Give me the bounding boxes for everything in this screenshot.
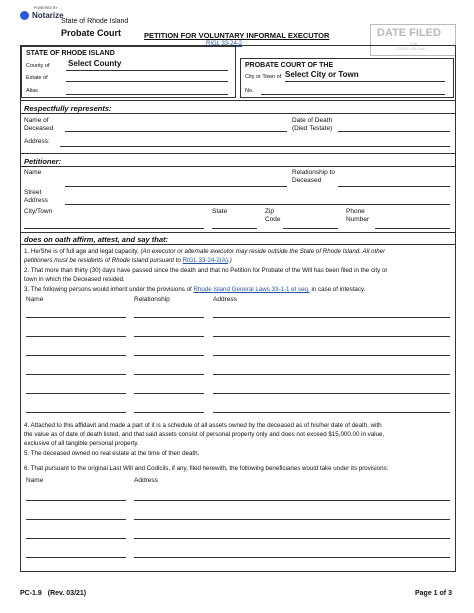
item-3-text-b: in case of intestacy. (309, 286, 366, 293)
city-town-field[interactable] (24, 218, 204, 228)
heirs-row-line (26, 317, 126, 318)
form-number: PC-1.9 (20, 590, 42, 597)
heirs-row-line (26, 355, 126, 356)
estate-label: Estate of (26, 75, 48, 81)
state-box-heading: STATE OF RHODE ISLAND (26, 50, 115, 57)
heirs-row[interactable] (26, 341, 450, 355)
beneficiaries-row-line (26, 519, 126, 520)
city-select[interactable] (285, 69, 445, 81)
heirs-row-line (134, 336, 204, 337)
beneficiaries-row-line (134, 557, 450, 558)
heirs-row-line (213, 336, 450, 337)
powered-by-label: POWERED BY (34, 6, 58, 10)
item-3-text-a: 3. The following persons would inherit under the provisions of (24, 286, 194, 293)
petitioner-name-line (65, 186, 287, 187)
beneficiaries-row[interactable] (26, 505, 450, 519)
heirs-row-line (26, 412, 126, 413)
petitioner-name-label: Name (24, 169, 42, 176)
heirs-row[interactable] (26, 303, 450, 317)
represents-top-rule (20, 100, 455, 101)
item-1-text-c: petitioners must be residents of Rhode Island pursuant to (24, 257, 183, 264)
heirs-row[interactable] (26, 360, 450, 374)
county-line (66, 70, 228, 71)
state-field[interactable] (212, 218, 257, 228)
beneficiaries-col-name: Name (26, 477, 44, 484)
deceased-address-field[interactable] (60, 136, 450, 146)
county-value: Select County (68, 59, 122, 68)
statute-link[interactable]: RIGL 33-24-2 (206, 41, 243, 47)
relationship-label-1: Relationship to (292, 169, 335, 176)
item-1-text-end: .) (228, 257, 232, 264)
petitioner-heading-rule (20, 166, 455, 167)
alias-field[interactable] (66, 85, 228, 94)
heirs-row[interactable] (26, 379, 450, 393)
beneficiaries-col-address: Address (134, 477, 158, 484)
heirs-row-line (134, 374, 204, 375)
street-label-1: Street (24, 189, 42, 196)
beneficiaries-row-line (26, 538, 126, 539)
notarize-icon (20, 11, 29, 20)
state-box (21, 46, 236, 98)
heirs-row-line (134, 317, 204, 318)
court-box (240, 58, 454, 98)
date-filed-label: DATE FILED (377, 27, 441, 39)
heirs-row-line (134, 355, 204, 356)
heirs-row-line (26, 336, 126, 337)
item-3-link[interactable]: Rhode Island General Laws 33-1-1 et seq. (193, 286, 310, 293)
item-1 (24, 247, 454, 265)
item-1-link[interactable]: RIGL 33-24-2(A) (182, 257, 229, 264)
city-line (285, 81, 445, 82)
zip-label-2: Code (265, 216, 281, 223)
item-4-text-b: the value as of date of death listed, and that said assets consist of personal property only and does not exceed $15,000.00 in value, (24, 431, 385, 438)
state-line (212, 228, 257, 229)
represents-heading-rule (20, 113, 455, 114)
date-of-death-label-1: Date of Death (292, 117, 333, 124)
oath-heading-rule (20, 244, 455, 245)
petitioner-heading: Petitioner: (24, 157, 62, 166)
city-label: City or Town of (245, 74, 282, 80)
case-no-label: No. (245, 88, 254, 94)
county-label: County of (26, 63, 50, 69)
state-label: State (212, 208, 228, 215)
zip-field[interactable] (283, 218, 338, 228)
relationship-label-2: Deceased (292, 177, 322, 184)
court-box-heading: PROBATE COURT OF THE (245, 62, 334, 69)
date-of-death-field[interactable] (338, 121, 450, 131)
oath-top-rule (20, 232, 455, 233)
petitioner-top-rule (20, 153, 455, 154)
item-1-text-b: (An executor or alternate executor may reside outside the State of Rhode Island. All other (138, 248, 386, 255)
heirs-col-name: Name (26, 296, 44, 303)
heirs-row-line (213, 317, 450, 318)
item-3 (24, 285, 454, 294)
court-use-label-1: FOR (410, 42, 418, 46)
heirs-row-line (213, 412, 450, 413)
heirs-row-line (213, 393, 450, 394)
deceased-name-line (65, 131, 287, 132)
court-heading: Probate Court (61, 28, 122, 38)
heirs-row-line (134, 412, 204, 413)
city-town-label: City/Town (24, 208, 53, 215)
phone-label-2: Number (346, 216, 370, 223)
date-of-death-line (338, 131, 450, 132)
item-4-text-a: 4. Attached to this affidavit and made a part of it is a schedule of all assets owned by the deceased as of his/her date of death, with (24, 422, 382, 429)
beneficiaries-row-line (26, 557, 126, 558)
beneficiaries-row-line (134, 500, 450, 501)
item-2 (24, 266, 454, 284)
state-heading: State of Rhode Island (61, 18, 129, 25)
street-line (65, 204, 450, 205)
item-2-text-b: town in which the Deceased resided. (24, 276, 125, 283)
relationship-field[interactable] (338, 176, 450, 186)
city-value: Select City or Town (285, 70, 359, 79)
case-no-line (261, 94, 445, 95)
court-use-label-2: COURT USE ONLY (396, 47, 427, 51)
petitioner-name-field[interactable] (65, 176, 287, 186)
deceased-name-field[interactable] (65, 121, 287, 131)
relationship-line (338, 186, 450, 187)
form-title: PETITION FOR VOLUNTARY INFORMAL EXECUTOR (144, 31, 330, 40)
beneficiaries-row-line (134, 538, 450, 539)
beneficiaries-row[interactable] (26, 543, 450, 557)
item-1-text-a: 1. He/She is of full age and legal capacity. (24, 248, 139, 255)
estate-line (66, 81, 228, 82)
deceased-name-label-2: Deceased (24, 125, 54, 132)
beneficiaries-row[interactable] (26, 524, 450, 538)
alias-line (66, 94, 228, 95)
footer-form-id (20, 590, 86, 597)
heirs-row-line (213, 374, 450, 375)
item-5: 5. The deceased owned no real estate at the time of their death. (24, 450, 200, 457)
heirs-row-line (26, 393, 126, 394)
beneficiaries-row-line (134, 519, 450, 520)
heirs-col-address: Address (213, 296, 237, 303)
heirs-row-line (134, 393, 204, 394)
oath-heading: does on oath affirm, attest, and say that: (24, 235, 169, 244)
phone-field[interactable] (375, 218, 450, 228)
county-select[interactable] (66, 58, 228, 70)
beneficiaries-row[interactable] (26, 486, 450, 500)
zip-label-1: Zip (265, 208, 275, 215)
deceased-name-label-1: Name of (24, 117, 49, 124)
case-no-field[interactable] (261, 85, 445, 94)
heirs-row[interactable] (26, 322, 450, 336)
phone-label-1: Phone (346, 208, 365, 215)
item-4 (24, 421, 454, 448)
heirs-row[interactable] (26, 398, 450, 412)
heirs-row-line (213, 355, 450, 356)
street-field[interactable] (65, 194, 450, 204)
phone-line (375, 228, 450, 229)
date-of-death-label-2: (Died Testate) (292, 125, 333, 132)
estate-field[interactable] (66, 72, 228, 81)
item-6: 6. That pursuant to the original Last Will and Codicils, if any, filed herewith, the following beneficiaries would take under its provisions: (24, 465, 389, 472)
beneficiaries-row-line (26, 500, 126, 501)
represents-heading: Respectfully represents: (24, 104, 112, 113)
page-number: Page 1 of 3 (415, 590, 452, 597)
city-town-line (24, 228, 204, 229)
street-label-2: Address (24, 197, 48, 204)
deceased-address-label: Address: (24, 138, 50, 145)
item-4-text-c: exclusive of all tangible personal property. (24, 440, 139, 447)
heirs-row-line (26, 374, 126, 375)
notarize-wordmark: Notarize (32, 11, 64, 20)
heirs-col-relationship: Relationship (134, 296, 170, 303)
form-revision: (Rev. 03/21) (47, 590, 87, 597)
zip-line (283, 228, 338, 229)
deceased-address-line (60, 146, 450, 147)
alias-label: Alias (26, 88, 38, 94)
item-2-text-a: 2. That more than thirty (30) days have passed since the death and that no Petition for Probate of the Will has been filed in the city or (24, 267, 388, 274)
